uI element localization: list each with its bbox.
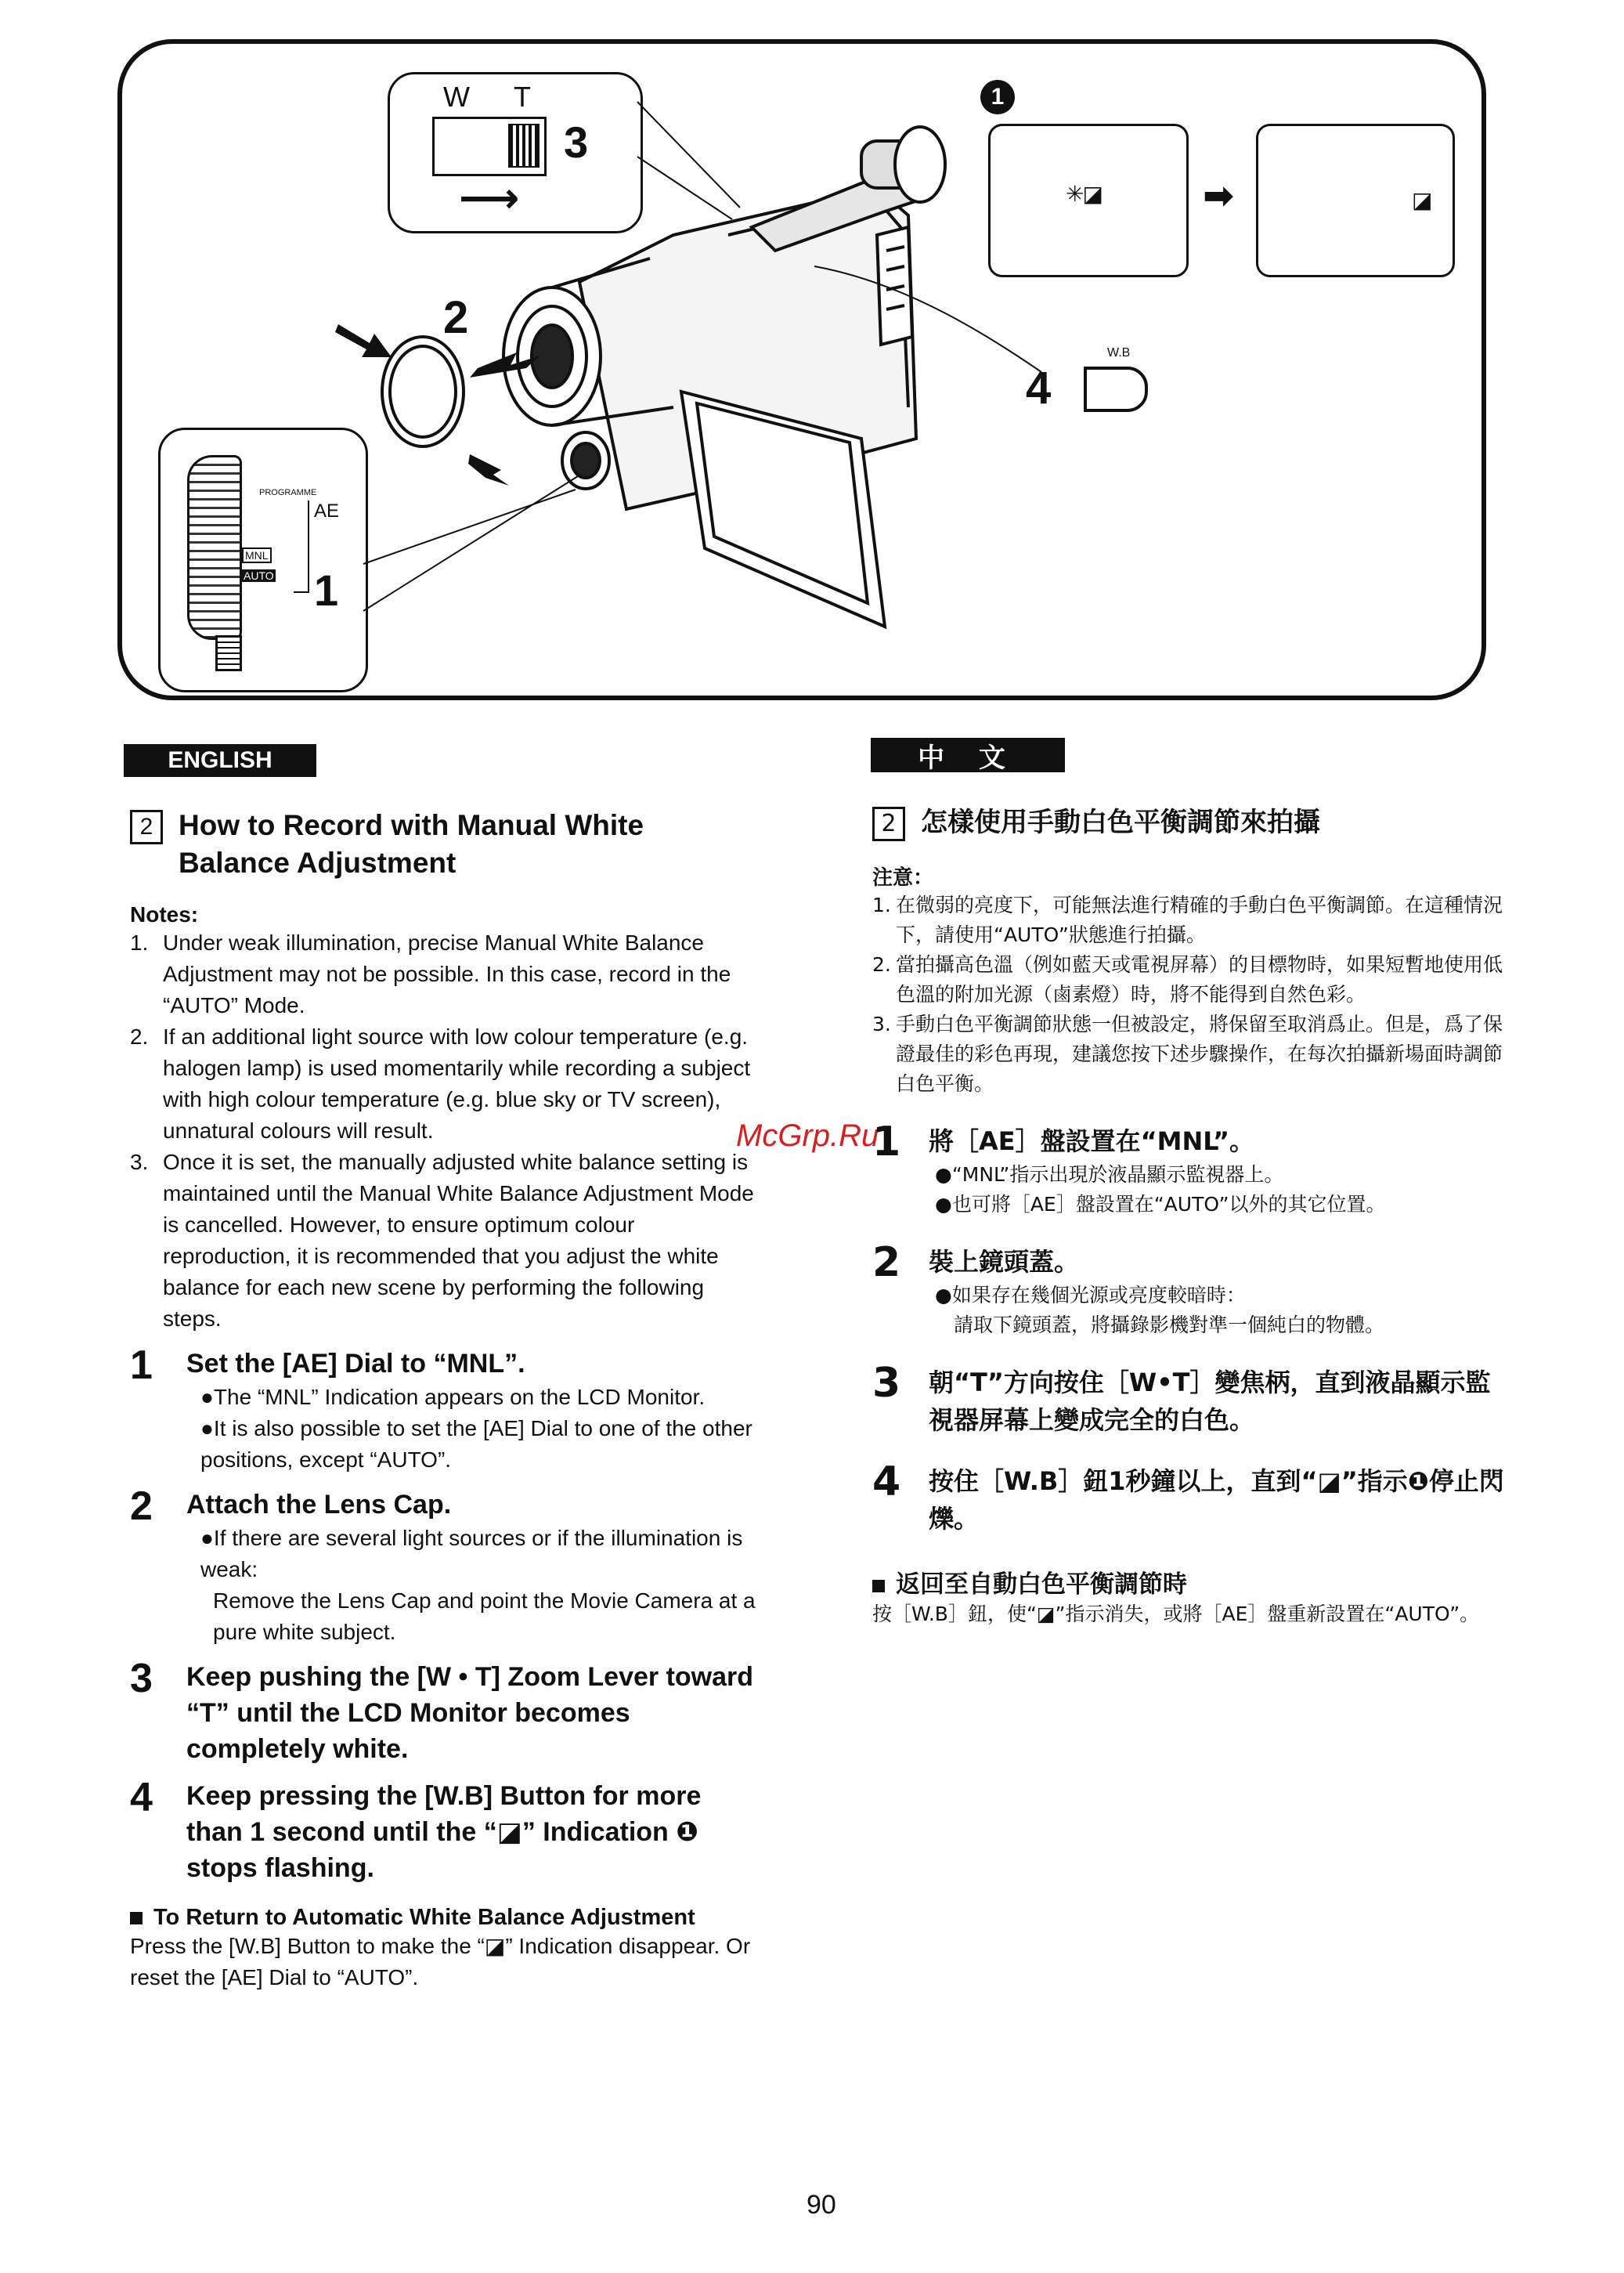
chinese-section-number: 2 [872,807,905,841]
chinese-step-3: 3 朝“T”方向按住［W•T］變焦柄，直到液晶顯示監視器屏幕上變成完全的白色。 [872,1364,1508,1439]
english-step-4: 4 Keep pressing the [W.B] Button for more than 1 second until the “◪” Indication ❶ stops flashing. [130,1778,764,1886]
chinese-note: 3. 手動白色平衡調節狀態一但被設定，將保留至取消爲止。但是，爲了保證最佳的彩色再現，建議您按下述步驟操作，在每次拍攝新場面時調節白色平衡。 [872,1013,1503,1095]
english-note: 2. If an additional light source with low colour temperature (e.g. halogen lamp) is used momentarily while recording a subject with high colour temperature (e.g. blue sky or TV screen), unnatural colours will result. [130,1024,751,1143]
english-return-body: Press the [W.B] Button to make the “◪” Indication disappear. Or reset the [AE] Dial to “AUTO”. [130,1934,751,1989]
wb-button-icon [1084,367,1148,412]
zoom-t-label: T [514,81,531,113]
indicator-marker-1: 1 [980,80,1015,114]
english-notes-title: Notes: [130,902,199,927]
english-note: 1. Under weak illumination, precise Manual White Balance Adjustment may not be possible. In this case, record in the “AUTO” Mode. [130,931,731,1017]
english-note: 3. Once it is set, the manually adjusted white balance setting is maintained until the Manual White Balance Adjustment Mode is cancelled. However, to ensure optimum colour reproduction, it is recommended that you adjust the white balance for each new scene by performing the following steps. [130,1150,754,1331]
english-column [130,807,764,1993]
english-section-title [130,807,764,882]
callout-2: 2 [443,292,469,343]
wb-indicator-icon: ◪ [1412,187,1431,213]
callout-3-inset: 3 [564,117,589,167]
english-return-title: To Return to Automatic White Balance Adjustment [130,1905,764,1931]
watermark: McGrp.Ru [736,1118,879,1153]
chinese-language-tab: 中 文 [871,738,1065,772]
lcd-flashing-panel [988,124,1189,277]
chinese-note: 1. 在微弱的亮度下，可能無法進行精確的手動白色平衡調節。在這種情況下，請使用“AUTO”狀態進行拍攝。 [872,894,1503,946]
chinese-step-4: 4 按住［W.B］鈕1秒鐘以上，直到“◪”指示❶停止閃爍。 [872,1462,1508,1538]
chinese-step-3-title: 朝“T”方向按住［W•T］變焦柄，直到液晶顯示監視器屏幕上變成完全的白色。 [929,1368,1491,1435]
english-step-2: 2 Attach the Lens Cap. ●If there are several light sources or if the illumination is weak: Remove the Lens Cap and point the Movie Camera at a pure white subject. [130,1487,764,1648]
chinese-return-body: 按［W.B］鈕，使“◪”指示消失，或將［AE］盤重新設置在“AUTO”。 [872,1603,1480,1625]
chinese-step-1: 1 將［AE］盤設置在“MNL”。 ●“MNL”指示出現於液晶顯示監視器上。 ●也可將［AE］盤設置在“AUTO”以外的其它位置。 [872,1122,1508,1220]
chinese-step-2-title: 裝上鏡頭蓋。 [929,1247,1080,1277]
english-section-number: 2 [130,810,163,844]
chinese-step-1-title: 將［AE］盤設置在“MNL”。 [929,1126,1255,1156]
chinese-column [872,804,1508,1629]
english-step-4-title: Keep pressing the [W.B] Button for more than 1 second until the “◪” Indication ❶ stops flashing. [186,1781,702,1883]
auto-label: AUTO [244,569,274,582]
camcorder-illustration [0,0,1624,705]
english-language-tab: ENGLISH [124,744,316,777]
ae-label: AE [314,500,340,522]
english-step-3-title: Keep pushing the [W • T] Zoom Lever toward “T” until the LCD Monitor becomes completely white. [186,1662,754,1764]
chinese-step-4-title: 按住［W.B］鈕1秒鐘以上，直到“◪”指示❶停止閃爍。 [929,1466,1504,1534]
right-arrow-icon: ⟶ [459,175,520,222]
wb-indicator-flashing-icon: ✳◪ [1066,181,1102,207]
arrow-right-icon: ➡ [1203,175,1235,217]
english-step-2-title: Attach the Lens Cap. [186,1490,452,1520]
wb-button-label: W.B [1107,346,1131,360]
chinese-notes-title: 注意： [872,866,934,890]
callout-4: 4 [1026,363,1052,414]
chinese-return-title: 返回至自動白色平衡調節時 [872,1564,1508,1599]
english-step-3: 3 Keep pushing the [W • T] Zoom Lever toward “T” until the LCD Monitor becomes completely white. [130,1659,764,1767]
lcd-steady-panel [1256,124,1455,277]
callout-1: 1 [314,566,339,615]
chinese-section-title [872,804,1508,841]
chinese-note: 2. 當拍攝高色溫（例如藍天或電視屏幕）的目標物時，如果短暫地使用低色溫的附加光源（鹵素燈）時，將不能得到自然色彩。 [872,953,1503,1006]
english-step-1-title: Set the [AE] Dial to “MNL”. [186,1349,525,1379]
mnl-label: MNL [242,547,272,563]
zoom-w-label: W [443,81,470,113]
chinese-title-text: 怎樣使用手動白色平衡調節來拍攝 [921,807,1320,838]
english-step-1: 1 Set the [AE] Dial to “MNL”. ●The “MNL” Indication appears on the LCD Monitor. ●It is also possible to set the [AE] Dial to one of the other positions, except “AUTO”. [130,1346,764,1476]
english-title-text: How to Record with Manual White Balance Adjustment [179,809,644,879]
programme-label: PROGRAMME [259,488,317,497]
chinese-step-2: 2 裝上鏡頭蓋。 ●如果存在幾個光源或亮度較暗時： 請取下鏡頭蓋，將攝錄影機對準一個純白的物體。 [872,1243,1508,1340]
page-number: 90 [807,2190,836,2220]
